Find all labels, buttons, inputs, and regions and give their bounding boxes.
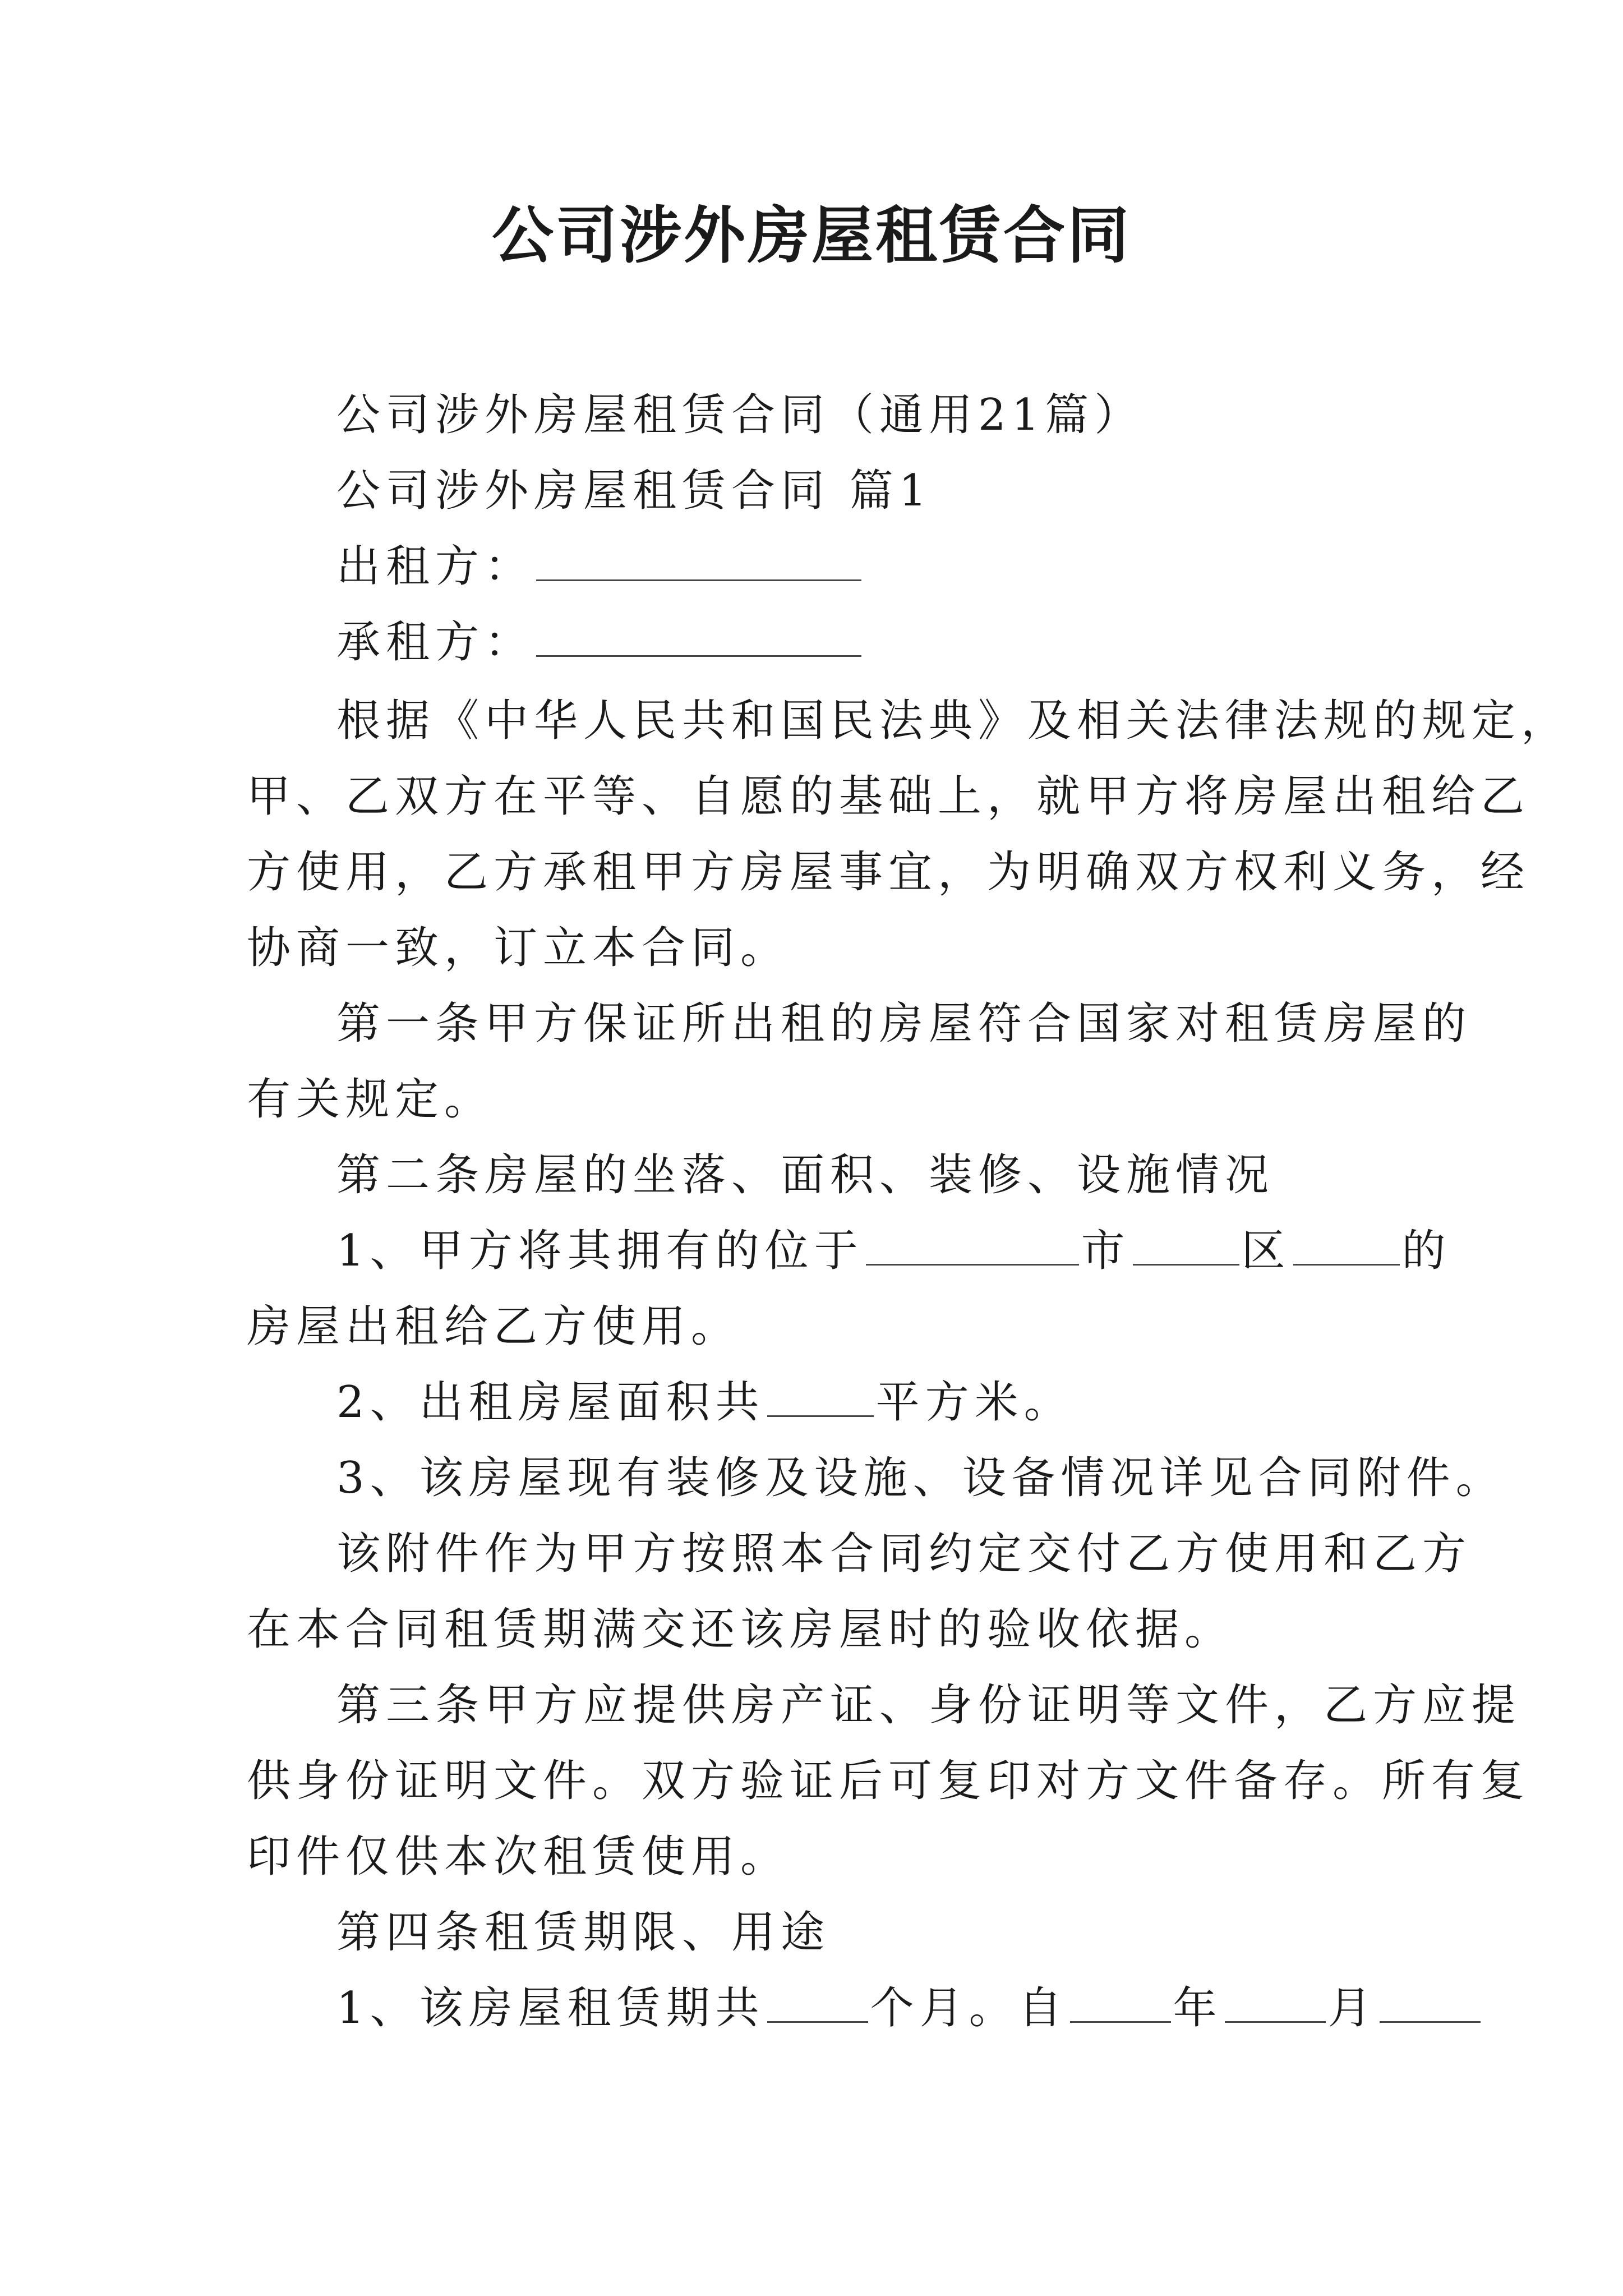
district-blank bbox=[1293, 1225, 1400, 1266]
document-title: 公司涉外房屋租赁合同 bbox=[492, 199, 1131, 272]
document-subtitle: 公司涉外房屋租赁合同（通用21篇） bbox=[336, 390, 1144, 440]
article2-heading: 第二条房屋的坐落、面积、装修、设施情况 bbox=[336, 1150, 1275, 1200]
city-blank bbox=[1133, 1225, 1239, 1266]
intro-line-4: 协商一致，订立本合同。 bbox=[247, 923, 790, 973]
article3-line-2: 供身份证明文件。双方验证后可复印对方文件备存。所有复 bbox=[247, 1756, 1530, 1806]
article2-item2-line bbox=[336, 1374, 1469, 1430]
lessor-label: 出租方： bbox=[336, 541, 534, 592]
article1-line-2: 有关规定。 bbox=[247, 1074, 494, 1125]
area-blank bbox=[767, 1376, 874, 1417]
start-year-blank bbox=[1070, 1982, 1171, 2023]
article4-item1-line bbox=[336, 1980, 1469, 2036]
section-heading: 公司涉外房屋租赁合同 篇1 bbox=[336, 466, 933, 516]
article2-item1-continuation: 房屋出租给乙方使用。 bbox=[247, 1301, 741, 1352]
article2-item1-district: 区 bbox=[1241, 1226, 1291, 1276]
article4-item1-month: 月 bbox=[1327, 1983, 1377, 2033]
article4-item1-months: 个月。自 bbox=[870, 1983, 1068, 2033]
lessee-label: 承租方： bbox=[336, 617, 534, 668]
article3-line-1: 第三条甲方应提供房产证、身份证明等文件，乙方应提 bbox=[336, 1680, 1521, 1731]
start-day-blank bbox=[1380, 1982, 1481, 2023]
article2-item1-city: 市 bbox=[1081, 1226, 1131, 1276]
lessee-line bbox=[336, 614, 1469, 670]
article4-item1-prefix: 1、该房屋租赁期共 bbox=[336, 1983, 765, 2033]
article1-line-1: 第一条甲方保证所出租的房屋符合国家对租赁房屋的 bbox=[336, 999, 1472, 1049]
lessee-blank bbox=[536, 616, 861, 657]
lessor-blank bbox=[536, 540, 861, 581]
intro-line-1: 根据《中华人民共和国民法典》及相关法律法规的规定， bbox=[336, 696, 1571, 746]
article2-item1-line bbox=[336, 1223, 1469, 1279]
article2-item1-suffix: 的 bbox=[1401, 1226, 1451, 1276]
article2-item1-prefix: 1、甲方将其拥有的位于 bbox=[336, 1226, 864, 1276]
article2-item2-suffix: 平方米。 bbox=[875, 1377, 1073, 1428]
article4-item1-year: 年 bbox=[1173, 1983, 1223, 2033]
intro-line-2: 甲、乙双方在平等、自愿的基础上，就甲方将房屋出租给乙 bbox=[247, 771, 1530, 822]
term-months-blank bbox=[767, 1982, 868, 2023]
article4-heading: 第四条租赁期限、用途 bbox=[336, 1907, 831, 1958]
annex-line-2: 在本合同租赁期满交还该房屋时的验收依据。 bbox=[247, 1604, 1234, 1655]
location-blank bbox=[866, 1225, 1079, 1266]
annex-line-1: 该附件作为甲方按照本合同约定交付乙方使用和乙方 bbox=[336, 1529, 1472, 1579]
article2-item3: 3、该房屋现有装修及设施、设备情况详见合同附件。 bbox=[336, 1453, 1505, 1503]
article3-line-3: 印件仅供本次租赁使用。 bbox=[247, 1832, 790, 1882]
start-month-blank bbox=[1225, 1982, 1326, 2023]
intro-line-3: 方使用，乙方承租甲方房屋事宜，为明确双方权利义务，经 bbox=[247, 847, 1530, 898]
article2-item2-prefix: 2、出租房屋面积共 bbox=[336, 1377, 765, 1428]
lessor-line bbox=[336, 539, 1469, 595]
